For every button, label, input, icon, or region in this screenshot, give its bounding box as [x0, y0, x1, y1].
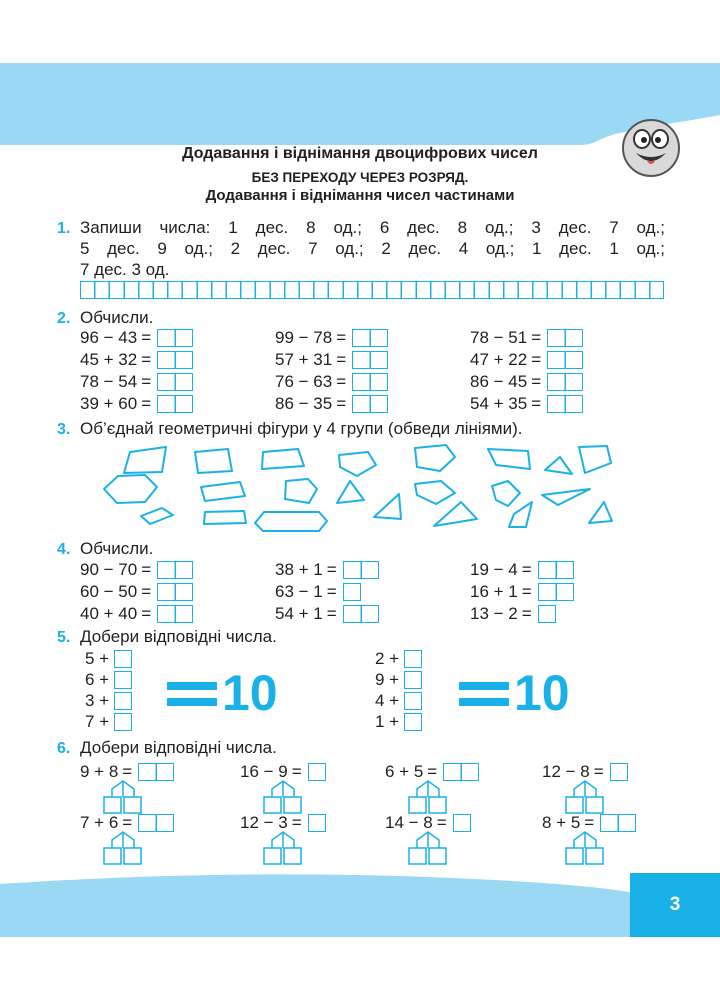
expression: 19 − 4: [470, 560, 518, 579]
task-1-line-3: 7 дес. 3 од.: [80, 260, 170, 279]
shape-pentagon: [415, 445, 455, 471]
title-line-3: Додавання і віднімання чисел частинами: [205, 187, 515, 204]
geometric-shapes[interactable]: [0, 438, 720, 538]
answer-box[interactable]: [308, 814, 326, 832]
shape-quad: [124, 447, 166, 473]
task-3-number: 3.: [57, 421, 71, 438]
shape-pentagon: [415, 481, 455, 504]
expression: 40 + 40: [80, 604, 138, 623]
equals: =: [141, 328, 152, 347]
equals: =: [141, 560, 152, 579]
expression: 13 − 2: [470, 604, 518, 623]
task-5-text: Добери відповідні числа.: [80, 627, 277, 646]
task-4-example: [275, 604, 379, 624]
expression: 86 − 45: [470, 372, 528, 391]
answer-box[interactable]: [157, 583, 193, 601]
shape-pentagon: [492, 481, 520, 506]
answer-box[interactable]: [404, 650, 422, 668]
expression: 54 + 35: [470, 394, 528, 413]
equals: =: [521, 582, 532, 601]
equals: =: [326, 604, 337, 623]
equals: =: [336, 394, 347, 413]
equals: =: [141, 604, 152, 623]
shape-triangle: [434, 502, 477, 526]
task-2-text: Обчисли.: [80, 308, 154, 327]
split-boxes[interactable]: [562, 829, 608, 865]
shape-pentagon: [285, 479, 317, 503]
expression: 47 + 22: [470, 350, 528, 369]
title-line-2: БЕЗ ПЕРЕХОДУ ЧЕРЕЗ РОЗРЯД.: [251, 170, 469, 185]
task-4-text: Обчисли.: [80, 539, 154, 558]
answer-box[interactable]: [114, 692, 132, 710]
expression: 8 + 5: [542, 813, 581, 832]
sum-ten-1: 10: [222, 665, 278, 721]
equals: =: [141, 582, 152, 601]
task-6-number: 6.: [57, 740, 71, 757]
task-5-addend: [375, 649, 422, 669]
expression: 90 − 70: [80, 560, 138, 579]
answer-box[interactable]: [538, 583, 574, 601]
expression: 96 − 43: [80, 328, 138, 347]
task-4-example: [80, 560, 193, 580]
shape-quad: [201, 482, 245, 501]
shape-hexagon: [104, 475, 157, 503]
shape-triangle: [337, 481, 364, 503]
task-1-line-2: 5 дес. 9 од.; 2 дес. 7 од.; 2 дес. 4 од.; 1 дес. 1 од.;: [80, 239, 665, 258]
task-2-example: [275, 328, 388, 348]
expression: 63 − 1: [275, 582, 323, 601]
answer-box[interactable]: [352, 351, 388, 369]
answer-box[interactable]: [114, 650, 132, 668]
equals: =: [336, 328, 347, 347]
expression: 99 − 78: [275, 328, 333, 347]
task-1-line-1: Запиши числа: 1 дес. 8 од.; 6 дес. 8 од.; 3 дес. 7 од.;: [80, 218, 665, 237]
task-5-addend: [375, 670, 422, 690]
sum-ten-2: 10: [514, 665, 570, 721]
equals: =: [531, 328, 542, 347]
equals: =: [521, 604, 532, 623]
equals: =: [291, 813, 302, 832]
expression: 14 − 8: [385, 813, 433, 832]
shape-triangle: [545, 457, 572, 474]
split-boxes[interactable]: [405, 778, 451, 814]
shape-pentagon: [339, 452, 376, 476]
task-4-example: [470, 582, 574, 602]
split-boxes[interactable]: [562, 778, 608, 814]
title-line-1: Додавання і віднімання двоцифрових чисел: [182, 145, 538, 162]
shape-quad: [195, 449, 232, 473]
equals-sign-icon: [459, 680, 509, 710]
answer-box[interactable]: [404, 692, 422, 710]
task-4-example: [275, 582, 361, 602]
equals: =: [427, 762, 438, 781]
answer-box[interactable]: [547, 329, 583, 347]
addend-expression: 9 +: [375, 670, 400, 689]
task-2-example: [275, 350, 388, 370]
equals: =: [326, 560, 337, 579]
expression: 16 + 1: [470, 582, 518, 601]
addend-expression: 1 +: [375, 712, 400, 731]
answer-box[interactable]: [404, 671, 422, 689]
addend-expression: 2 +: [375, 649, 400, 668]
answer-box[interactable]: [157, 373, 193, 391]
answer-box[interactable]: [343, 561, 379, 579]
bottom-decorative-band: [0, 872, 720, 937]
answer-box[interactable]: [352, 329, 388, 347]
split-boxes[interactable]: [100, 778, 146, 814]
expression: 6 + 5: [385, 762, 424, 781]
split-boxes[interactable]: [260, 778, 306, 814]
expression: 54 + 1: [275, 604, 323, 623]
equals: =: [336, 350, 347, 369]
task-2-example: [275, 372, 388, 392]
equals: =: [531, 350, 542, 369]
task-4-example: [80, 604, 193, 624]
expression: 60 − 50: [80, 582, 138, 601]
answer-cells-row[interactable]: [80, 281, 664, 299]
equals: =: [326, 582, 337, 601]
equals-sign-icon: [167, 680, 217, 710]
shape-triangle: [589, 502, 612, 523]
equals: =: [593, 762, 604, 781]
shape-quad: [141, 508, 173, 524]
answer-box[interactable]: [404, 713, 422, 731]
task-4-example: [275, 560, 379, 580]
workbook-page: [0, 63, 720, 937]
expression: 12 − 3: [240, 813, 288, 832]
task-5-addend: [85, 691, 132, 711]
addend-expression: 6 +: [85, 670, 110, 689]
task-4-example: [470, 560, 574, 580]
answer-box[interactable]: [538, 605, 556, 623]
task-5-addend: [85, 649, 132, 669]
expression: 45 + 32: [80, 350, 138, 369]
shape-hexagon: [255, 512, 327, 531]
task-6-text: Добери відповідні числа.: [80, 738, 277, 757]
smiley-face-icon: [620, 117, 682, 179]
task-3-text: Об’єднай геометричні фігури у 4 групи (обведи лініями).: [80, 419, 523, 438]
task-2-example: [470, 350, 583, 370]
addend-expression: 4 +: [375, 691, 400, 710]
shape-quad: [204, 511, 246, 524]
task-4-example: [470, 604, 556, 624]
expression: 76 − 63: [275, 372, 333, 391]
split-boxes[interactable]: [405, 829, 451, 865]
answer-box[interactable]: [157, 605, 193, 623]
shape-triangle: [542, 489, 590, 505]
answer-box[interactable]: [352, 373, 388, 391]
task-2-example: [80, 372, 193, 392]
expression: 16 − 9: [240, 762, 288, 781]
answer-box[interactable]: [547, 395, 583, 413]
task-2-example: [275, 394, 388, 414]
answer-box[interactable]: [114, 713, 132, 731]
expression: 7 + 6: [80, 813, 119, 832]
answer-box[interactable]: [157, 329, 193, 347]
equals: =: [122, 762, 133, 781]
shape-pentagon: [579, 446, 611, 473]
shape-quad: [509, 502, 532, 527]
task-5-number: 5.: [57, 629, 71, 646]
task-2-example: [470, 328, 583, 348]
answer-box[interactable]: [157, 561, 193, 579]
equals: =: [584, 813, 595, 832]
equals: =: [521, 560, 532, 579]
answer-box[interactable]: [547, 373, 583, 391]
task-5-addend: [375, 691, 422, 711]
answer-box[interactable]: [547, 351, 583, 369]
task-2-example: [80, 350, 193, 370]
expression: 9 + 8: [80, 762, 119, 781]
answer-box[interactable]: [610, 763, 628, 781]
expression: 57 + 31: [275, 350, 333, 369]
expression: 86 − 35: [275, 394, 333, 413]
split-boxes[interactable]: [100, 829, 146, 865]
answer-box[interactable]: [343, 605, 379, 623]
task-2-example: [470, 394, 583, 414]
addend-expression: 7 +: [85, 712, 110, 731]
task-2-number: 2.: [57, 310, 71, 327]
equals: =: [141, 350, 152, 369]
addend-expression: 3 +: [85, 691, 110, 710]
task-5-addend: [85, 670, 132, 690]
equals: =: [122, 813, 133, 832]
answer-box[interactable]: [308, 763, 326, 781]
answer-box[interactable]: [114, 671, 132, 689]
shape-triangle: [374, 494, 401, 519]
task-4-number: 4.: [57, 541, 71, 558]
equals: =: [436, 813, 447, 832]
task-4-example: [80, 582, 193, 602]
expression: 38 + 1: [275, 560, 323, 579]
expression: 78 − 51: [470, 328, 528, 347]
answer-box[interactable]: [538, 561, 574, 579]
expression: 12 − 8: [542, 762, 590, 781]
expression: 78 − 54: [80, 372, 138, 391]
equals: =: [291, 762, 302, 781]
equals: =: [141, 394, 152, 413]
answer-box[interactable]: [157, 351, 193, 369]
page-number: 3: [630, 873, 720, 937]
split-boxes[interactable]: [260, 829, 306, 865]
answer-box[interactable]: [352, 395, 388, 413]
task-5-addend: [85, 712, 132, 732]
equals: =: [531, 394, 542, 413]
task-2-example: [80, 394, 193, 414]
equals: =: [141, 372, 152, 391]
shape-quad: [488, 449, 530, 469]
task-2-example: [470, 372, 583, 392]
expression: 39 + 60: [80, 394, 138, 413]
answer-box[interactable]: [157, 395, 193, 413]
answer-box[interactable]: [453, 814, 471, 832]
task-1-number: 1.: [57, 220, 71, 237]
addend-expression: 5 +: [85, 649, 110, 668]
answer-box[interactable]: [343, 583, 361, 601]
equals: =: [336, 372, 347, 391]
equals: =: [531, 372, 542, 391]
task-5-addend: [375, 712, 422, 732]
task-2-example: [80, 328, 193, 348]
shape-quad: [262, 449, 304, 469]
